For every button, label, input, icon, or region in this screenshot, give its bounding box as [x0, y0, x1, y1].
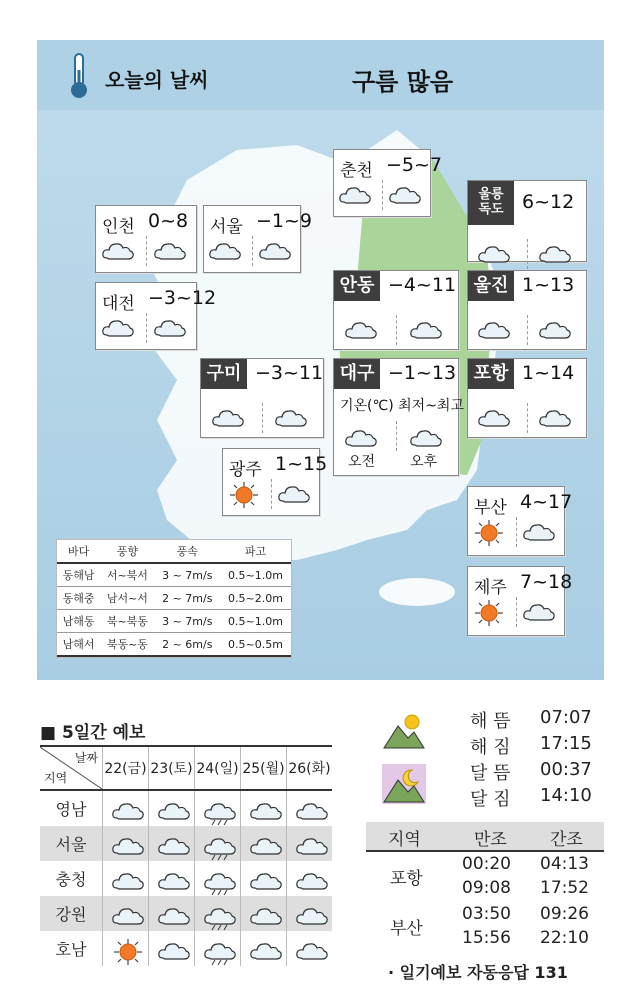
cloud-icon: [157, 903, 187, 925]
rain-icon: [203, 938, 233, 960]
forecast-day: 26(화): [287, 746, 333, 790]
city-box-busan: [467, 486, 573, 556]
sea-row: 동해남 서~북서 3 ~ 7m/s 0.5~1.0m: [57, 563, 291, 587]
cloud-icon: [157, 938, 187, 960]
forecast-cell: [103, 861, 149, 896]
cloud-icon: [157, 833, 187, 855]
sun-moon-time: 14:10: [540, 785, 592, 806]
city-temp: −3~11: [255, 362, 324, 384]
forecast-row: [40, 790, 332, 826]
cloud-icon: [111, 903, 141, 925]
divider: [396, 315, 397, 345]
sun-icon: [472, 599, 506, 621]
city-box-jeju: [467, 566, 573, 636]
sea-header: 풍향: [100, 540, 154, 563]
tide-region: 포항: [390, 869, 423, 889]
city-name: 인천: [102, 217, 135, 237]
divider: [146, 313, 147, 343]
sun-moon-time: 17:15: [540, 733, 592, 754]
forecast-cell: [241, 931, 287, 966]
cloud-icon: [277, 481, 311, 503]
cloud-icon: [344, 425, 378, 447]
cloud-icon: [338, 182, 372, 204]
cloud-icon: [522, 599, 556, 621]
city-temp: −4~11: [388, 274, 457, 296]
forecast-cell: [287, 896, 333, 931]
divider: [262, 403, 263, 433]
tide-time: 22:10: [540, 928, 589, 948]
forecast-row: [40, 931, 332, 966]
tide-time: 15:56: [462, 928, 511, 948]
cloud-icon: [157, 868, 187, 890]
temp-legend: 기온(℃) 최저~최고: [340, 398, 464, 414]
divider: [516, 517, 517, 547]
cloud-icon: [111, 868, 141, 890]
cloud-icon: [249, 938, 279, 960]
cloud-icon: [477, 405, 511, 427]
city-name-badge: 울릉 독도: [468, 181, 514, 225]
forecast-cell: [241, 896, 287, 931]
weather-condition: 구름 많음: [352, 68, 454, 96]
city-temp: −5~7: [386, 154, 443, 176]
divider: [527, 239, 528, 269]
city-name-badge: 대구: [334, 359, 380, 389]
city-box-ulleung: [467, 180, 587, 262]
city-name: 대전: [102, 294, 135, 314]
city-temp: 0~8: [148, 210, 189, 232]
forecast-cell: [241, 826, 287, 861]
cloud-icon: [153, 315, 187, 337]
cloud-icon: [538, 317, 572, 339]
city-name: 춘천: [340, 161, 373, 181]
city-temp: 7~18: [520, 571, 573, 593]
divider: [527, 315, 528, 345]
tide-time: 09:08: [462, 878, 511, 898]
sun-moon-time: 07:07: [540, 707, 592, 728]
city-name-badge: 구미: [201, 359, 247, 389]
divider: [527, 403, 528, 433]
city-box-andong: [333, 270, 459, 350]
tide-time: 09:26: [540, 904, 589, 924]
sun-moon-label: 해 짐: [470, 737, 511, 758]
forecast-cell: [195, 896, 241, 931]
cloud-icon: [249, 868, 279, 890]
forecast-cell: [103, 790, 149, 826]
city-temp: −1~13: [388, 362, 457, 384]
cloud-icon: [101, 315, 135, 337]
forecast-row: [40, 861, 332, 896]
sea-header: 파고: [220, 540, 291, 563]
rain-icon: [203, 833, 233, 855]
forecast-cell: [287, 790, 333, 826]
cloud-icon: [249, 798, 279, 820]
footer-hotline: · 일기예보 자동응답 131: [388, 963, 568, 982]
tide-header: 지역: [388, 830, 421, 850]
cloud-icon: [295, 798, 325, 820]
sun-moon-label: 달 짐: [470, 789, 511, 810]
city-temp: 1~15: [275, 453, 328, 475]
forecast-cell: [241, 861, 287, 896]
sun-moon-label: 달 뜸: [470, 763, 511, 784]
city-name: 부산: [474, 498, 507, 518]
cloud-icon: [101, 238, 135, 260]
forecast-table: [40, 745, 332, 966]
pm-label: 오후: [410, 454, 438, 470]
forecast-day: 25(월): [241, 746, 287, 790]
corner-region-label: 지역: [44, 771, 68, 785]
forecast-cell: [287, 826, 333, 861]
cloud-icon: [388, 182, 422, 204]
cloud-icon: [111, 798, 141, 820]
forecast-region: 호남: [40, 931, 103, 966]
forecast-cell: [195, 826, 241, 861]
cloud-icon: [157, 798, 187, 820]
cloud-icon: [522, 519, 556, 541]
sun-icon: [111, 938, 141, 960]
forecast-header-row: [40, 746, 332, 790]
cloud-icon: [409, 317, 443, 339]
forecast-region: 강원: [40, 896, 103, 931]
forecast-title: ■ 5일간 예보: [40, 723, 146, 743]
rain-icon: [203, 903, 233, 925]
forecast-cell: [241, 790, 287, 826]
forecast-cell: [149, 931, 195, 966]
page-title: 오늘의 날씨: [105, 68, 209, 92]
city-temp: −1~9: [256, 210, 313, 232]
sea-header: 바다: [57, 540, 100, 563]
corner-date-label: 날짜: [74, 751, 98, 765]
forecast-corner: [40, 746, 103, 790]
city-name-badge: 안동: [334, 271, 380, 301]
rain-icon: [203, 868, 233, 890]
am-label: 오전: [348, 454, 376, 470]
city-name: 서울: [210, 217, 243, 237]
tide-header: 만조: [474, 830, 507, 850]
forecast-cell: [103, 896, 149, 931]
forecast-cell: [195, 861, 241, 896]
city-box-seoul: [203, 205, 313, 273]
city-temp: −3~12: [148, 287, 217, 309]
city-box-gwangju: [222, 448, 328, 516]
city-box-daejeon: [95, 282, 217, 350]
forecast-cell: [149, 826, 195, 861]
city-box-daegu: [333, 358, 464, 476]
cloud-icon: [111, 833, 141, 855]
cloud-icon: [295, 868, 325, 890]
forecast-cell: [103, 931, 149, 966]
sunrise-icon: [382, 710, 426, 750]
sun-icon: [472, 519, 506, 541]
cloud-icon: [477, 241, 511, 263]
forecast-day: 23(토): [149, 746, 195, 790]
rain-icon: [203, 798, 233, 820]
forecast-cell: [287, 861, 333, 896]
city-temp: 6~12: [522, 191, 575, 213]
forecast-cell: [195, 931, 241, 966]
city-box-gumi: [200, 358, 324, 438]
sun-icon: [227, 481, 261, 503]
city-box-pohang: [467, 358, 587, 438]
forecast-cell: [195, 790, 241, 826]
cloud-icon: [538, 405, 572, 427]
forecast-cell: [149, 790, 195, 826]
forecast-cell: [149, 861, 195, 896]
cloud-icon: [208, 238, 242, 260]
cloud-icon: [477, 317, 511, 339]
forecast-cell: [149, 896, 195, 931]
cloud-icon: [409, 425, 443, 447]
divider: [271, 479, 272, 509]
cloud-icon: [274, 405, 308, 427]
city-temp: 4~17: [520, 491, 573, 513]
cloud-icon: [295, 833, 325, 855]
cloud-icon: [295, 903, 325, 925]
city-name: 광주: [229, 460, 262, 480]
city-box-uljin: [467, 270, 587, 350]
sun-moon-label: 해 뜸: [470, 711, 511, 732]
city-name-badge: 울진: [468, 271, 514, 301]
cloud-icon: [211, 405, 245, 427]
tide-time: 00:20: [462, 854, 511, 874]
divider: [252, 236, 253, 266]
forecast-cell: [103, 826, 149, 861]
city-box-incheon: [95, 205, 197, 273]
sea-table: [56, 539, 292, 658]
forecast-cell: [287, 931, 333, 966]
tide-region: 부산: [390, 919, 423, 939]
city-name-badge: 포항: [468, 359, 514, 389]
tide-time: 17:52: [540, 878, 589, 898]
forecast-day: 22(금): [103, 746, 149, 790]
sea-row: 동해중 남서~서 2 ~ 7m/s 0.5~2.0m: [57, 587, 291, 610]
city-temp: 1~13: [522, 274, 575, 296]
divider: [382, 180, 383, 210]
divider: [396, 421, 397, 451]
forecast-day: 24(일): [195, 746, 241, 790]
cloud-icon: [249, 903, 279, 925]
cloud-icon: [344, 317, 378, 339]
divider: [516, 597, 517, 627]
sun-moon-time: 00:37: [540, 759, 592, 780]
sea-header: 풍속: [155, 540, 220, 563]
forecast-region: 서울: [40, 826, 103, 861]
city-temp: 1~14: [522, 362, 575, 384]
tide-time: 03:50: [462, 904, 511, 924]
forecast-row: [40, 896, 332, 931]
cloud-icon: [295, 938, 325, 960]
cloud-icon: [538, 241, 572, 263]
sea-row: 남해서 북동~동 2 ~ 6m/s 0.5~0.5m: [57, 633, 291, 657]
cloud-icon: [153, 238, 187, 260]
city-box-chuncheon: [333, 149, 443, 217]
tide-time: 04:13: [540, 854, 589, 874]
tide-header: 간조: [550, 830, 583, 850]
moonrise-icon: [382, 764, 426, 804]
divider: [146, 236, 147, 266]
cloud-icon: [249, 833, 279, 855]
forecast-region: 충청: [40, 861, 103, 896]
sea-row: 남해동 북~북동 3 ~ 7m/s 0.5~1.0m: [57, 610, 291, 633]
thermometer-icon: [67, 52, 91, 100]
forecast-row: [40, 826, 332, 861]
city-name: 제주: [474, 578, 507, 598]
cloud-icon: [258, 238, 292, 260]
forecast-region: 영남: [40, 790, 103, 826]
